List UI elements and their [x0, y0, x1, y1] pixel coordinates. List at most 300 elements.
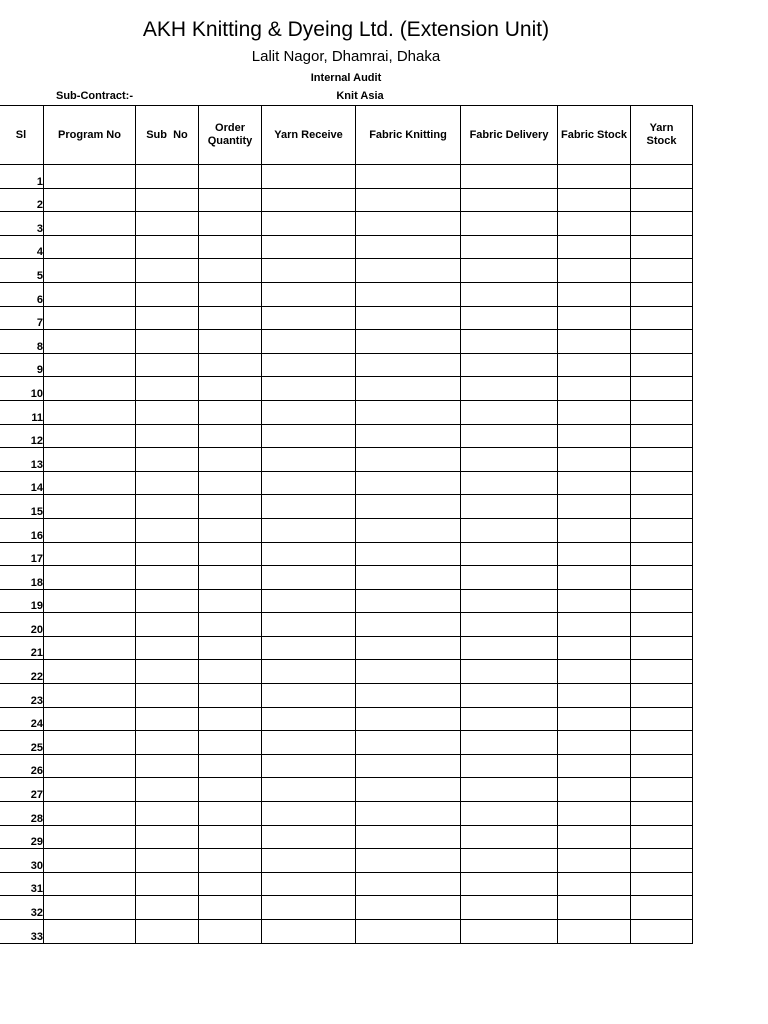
- table-row: [0, 920, 693, 944]
- table-cell[interactable]: [199, 566, 262, 590]
- column-header-fabric-stock: Fabric Stock: [558, 106, 631, 165]
- table-cell[interactable]: [199, 448, 262, 472]
- table-cell[interactable]: [356, 660, 461, 684]
- table-cell[interactable]: [558, 542, 631, 566]
- table-cell[interactable]: [631, 165, 693, 189]
- table-cell[interactable]: [356, 235, 461, 259]
- table-cell[interactable]: [199, 920, 262, 944]
- table-cell[interactable]: [44, 424, 136, 448]
- table-cell[interactable]: [199, 802, 262, 826]
- table-cell[interactable]: [199, 872, 262, 896]
- table-cell[interactable]: [199, 542, 262, 566]
- table-cell[interactable]: [356, 872, 461, 896]
- table-row: [0, 566, 693, 590]
- table-cell[interactable]: [631, 872, 693, 896]
- table-cell[interactable]: [199, 660, 262, 684]
- table-cell[interactable]: [558, 660, 631, 684]
- table-cell[interactable]: [461, 188, 558, 212]
- row-number: 32: [0, 896, 44, 920]
- table-cell[interactable]: [262, 471, 356, 495]
- table-cell[interactable]: [136, 424, 199, 448]
- table-cell[interactable]: [262, 566, 356, 590]
- table-cell[interactable]: [44, 542, 136, 566]
- table-cell[interactable]: [262, 589, 356, 613]
- table-cell[interactable]: [461, 235, 558, 259]
- table-cell[interactable]: [136, 754, 199, 778]
- table-cell[interactable]: [262, 212, 356, 236]
- table-cell[interactable]: [558, 377, 631, 401]
- table-cell[interactable]: [461, 920, 558, 944]
- table-cell[interactable]: [558, 448, 631, 472]
- table-cell[interactable]: [136, 259, 199, 283]
- table-cell[interactable]: [262, 660, 356, 684]
- table-cell[interactable]: [136, 212, 199, 236]
- table-cell[interactable]: [199, 165, 262, 189]
- table-cell[interactable]: [199, 495, 262, 519]
- table-cell[interactable]: [558, 589, 631, 613]
- table-cell[interactable]: [262, 259, 356, 283]
- table-cell[interactable]: [199, 471, 262, 495]
- table-cell[interactable]: [461, 707, 558, 731]
- table-cell[interactable]: [262, 282, 356, 306]
- table-cell[interactable]: [44, 707, 136, 731]
- table-cell[interactable]: [136, 282, 199, 306]
- table-cell[interactable]: [631, 754, 693, 778]
- table-cell[interactable]: [199, 377, 262, 401]
- table-cell[interactable]: [558, 235, 631, 259]
- table-cell[interactable]: [262, 778, 356, 802]
- table-cell[interactable]: [44, 235, 136, 259]
- table-cell[interactable]: [461, 400, 558, 424]
- table-cell[interactable]: [631, 896, 693, 920]
- table-cell[interactable]: [44, 306, 136, 330]
- table-cell[interactable]: [461, 424, 558, 448]
- audit-table: [0, 105, 693, 944]
- table-cell[interactable]: [199, 235, 262, 259]
- table-cell[interactable]: [262, 849, 356, 873]
- table-cell[interactable]: [461, 542, 558, 566]
- table-cell[interactable]: [631, 377, 693, 401]
- table-cell[interactable]: [262, 872, 356, 896]
- table-cell[interactable]: [558, 566, 631, 590]
- table-cell[interactable]: [631, 825, 693, 849]
- table-cell[interactable]: [558, 330, 631, 354]
- table-cell[interactable]: [262, 306, 356, 330]
- table-cell[interactable]: [44, 518, 136, 542]
- table-cell[interactable]: [356, 589, 461, 613]
- table-cell[interactable]: [461, 872, 558, 896]
- company-address: Lalit Nagor, Dhamrai, Dhaka: [251, 48, 441, 65]
- table-cell[interactable]: [136, 802, 199, 826]
- table-cell[interactable]: [199, 424, 262, 448]
- table-cell[interactable]: [461, 212, 558, 236]
- table-cell[interactable]: [631, 731, 693, 755]
- table-cell[interactable]: [356, 920, 461, 944]
- table-cell[interactable]: [631, 330, 693, 354]
- table-cell[interactable]: [356, 212, 461, 236]
- table-cell[interactable]: [44, 188, 136, 212]
- table-cell[interactable]: [44, 731, 136, 755]
- table-row: [0, 754, 693, 778]
- row-number: 15: [0, 495, 44, 519]
- table-cell[interactable]: [461, 802, 558, 826]
- table-cell[interactable]: [44, 259, 136, 283]
- table-cell[interactable]: [461, 471, 558, 495]
- table-cell[interactable]: [199, 259, 262, 283]
- table-cell[interactable]: [461, 778, 558, 802]
- table-cell[interactable]: [631, 636, 693, 660]
- table-cell[interactable]: [631, 235, 693, 259]
- table-cell[interactable]: [558, 188, 631, 212]
- table-cell[interactable]: [461, 353, 558, 377]
- row-number: 5: [0, 259, 44, 283]
- row-number: 8: [0, 330, 44, 354]
- table-cell[interactable]: [199, 731, 262, 755]
- table-row: [0, 542, 693, 566]
- table-cell[interactable]: [199, 896, 262, 920]
- table-cell[interactable]: [44, 566, 136, 590]
- table-cell[interactable]: [136, 566, 199, 590]
- table-cell[interactable]: [631, 424, 693, 448]
- table-cell[interactable]: [262, 754, 356, 778]
- table-cell[interactable]: [199, 330, 262, 354]
- table-cell[interactable]: [356, 825, 461, 849]
- table-cell[interactable]: [631, 566, 693, 590]
- table-cell[interactable]: [136, 400, 199, 424]
- table-cell[interactable]: [44, 920, 136, 944]
- row-number: 9: [0, 353, 44, 377]
- table-cell[interactable]: [44, 872, 136, 896]
- table-cell[interactable]: [558, 400, 631, 424]
- table-cell[interactable]: [44, 684, 136, 708]
- table-cell[interactable]: [558, 684, 631, 708]
- table-cell[interactable]: [136, 684, 199, 708]
- table-cell[interactable]: [136, 188, 199, 212]
- column-header-fabric-knitting: Fabric Knitting: [356, 106, 461, 165]
- table-cell[interactable]: [631, 613, 693, 637]
- table-cell[interactable]: [631, 518, 693, 542]
- table-cell[interactable]: [356, 306, 461, 330]
- table-cell[interactable]: [44, 448, 136, 472]
- row-number: 26: [0, 754, 44, 778]
- table-cell[interactable]: [199, 589, 262, 613]
- table-cell[interactable]: [136, 165, 199, 189]
- table-cell[interactable]: [199, 400, 262, 424]
- table-cell[interactable]: [44, 613, 136, 637]
- table-cell[interactable]: [44, 660, 136, 684]
- table-cell[interactable]: [461, 849, 558, 873]
- table-cell[interactable]: [44, 636, 136, 660]
- table-cell[interactable]: [262, 707, 356, 731]
- table-cell[interactable]: [262, 495, 356, 519]
- table-cell[interactable]: [631, 660, 693, 684]
- table-cell[interactable]: [44, 825, 136, 849]
- table-row: [0, 613, 693, 637]
- table-cell[interactable]: [356, 731, 461, 755]
- table-cell[interactable]: [136, 353, 199, 377]
- table-cell[interactable]: [44, 849, 136, 873]
- table-cell[interactable]: [356, 282, 461, 306]
- table-cell[interactable]: [199, 613, 262, 637]
- table-cell[interactable]: [631, 778, 693, 802]
- table-cell[interactable]: [44, 589, 136, 613]
- table-cell[interactable]: [262, 542, 356, 566]
- table-cell[interactable]: [262, 613, 356, 637]
- table-cell[interactable]: [44, 754, 136, 778]
- table-row: [0, 518, 693, 542]
- table-cell[interactable]: [356, 495, 461, 519]
- table-cell[interactable]: [199, 684, 262, 708]
- table-row: [0, 660, 693, 684]
- table-cell[interactable]: [136, 872, 199, 896]
- table-cell[interactable]: [136, 235, 199, 259]
- table-cell[interactable]: [262, 330, 356, 354]
- table-cell[interactable]: [631, 212, 693, 236]
- table-cell[interactable]: [136, 707, 199, 731]
- table-cell[interactable]: [558, 636, 631, 660]
- table-cell[interactable]: [44, 353, 136, 377]
- table-cell[interactable]: [199, 636, 262, 660]
- table-cell[interactable]: [199, 825, 262, 849]
- table-cell[interactable]: [558, 165, 631, 189]
- table-cell[interactable]: [262, 377, 356, 401]
- table-cell[interactable]: [558, 495, 631, 519]
- table-cell[interactable]: [461, 825, 558, 849]
- table-cell[interactable]: [356, 542, 461, 566]
- table-cell[interactable]: [44, 778, 136, 802]
- table-row: [0, 471, 693, 495]
- table-cell[interactable]: [631, 282, 693, 306]
- table-cell[interactable]: [631, 802, 693, 826]
- row-number: 2: [0, 188, 44, 212]
- table-cell[interactable]: [631, 542, 693, 566]
- table-cell[interactable]: [136, 920, 199, 944]
- table-cell[interactable]: [461, 306, 558, 330]
- table-cell[interactable]: [356, 802, 461, 826]
- table-cell[interactable]: [558, 754, 631, 778]
- table-cell[interactable]: [558, 802, 631, 826]
- table-cell[interactable]: [631, 707, 693, 731]
- table-cell[interactable]: [262, 518, 356, 542]
- table-cell[interactable]: [631, 448, 693, 472]
- table-cell[interactable]: [136, 495, 199, 519]
- table-cell[interactable]: [461, 896, 558, 920]
- company-title: AKH Knitting & Dyeing Ltd. (Extension Unit): [142, 18, 550, 41]
- table-cell[interactable]: [199, 212, 262, 236]
- table-cell[interactable]: [199, 306, 262, 330]
- table-cell[interactable]: [356, 377, 461, 401]
- table-cell[interactable]: [136, 849, 199, 873]
- table-cell[interactable]: [356, 613, 461, 637]
- table-cell[interactable]: [356, 707, 461, 731]
- table-cell[interactable]: [136, 448, 199, 472]
- table-cell[interactable]: [136, 542, 199, 566]
- table-cell[interactable]: [136, 306, 199, 330]
- table-cell[interactable]: [44, 495, 136, 519]
- table-cell[interactable]: [199, 778, 262, 802]
- table-cell[interactable]: [356, 188, 461, 212]
- table-cell[interactable]: [356, 424, 461, 448]
- table-cell[interactable]: [356, 165, 461, 189]
- table-cell[interactable]: [262, 165, 356, 189]
- table-cell[interactable]: [44, 212, 136, 236]
- table-cell[interactable]: [199, 188, 262, 212]
- table-cell[interactable]: [461, 684, 558, 708]
- table-cell[interactable]: [356, 896, 461, 920]
- table-cell[interactable]: [558, 424, 631, 448]
- table-cell[interactable]: [461, 259, 558, 283]
- table-cell[interactable]: [558, 282, 631, 306]
- table-cell[interactable]: [461, 731, 558, 755]
- table-cell[interactable]: [461, 566, 558, 590]
- column-header-order-quantity: Order Quantity: [199, 106, 262, 165]
- table-cell[interactable]: [199, 282, 262, 306]
- table-cell[interactable]: [44, 400, 136, 424]
- table-cell[interactable]: [262, 731, 356, 755]
- table-cell[interactable]: [262, 802, 356, 826]
- table-cell[interactable]: [558, 778, 631, 802]
- table-cell[interactable]: [262, 353, 356, 377]
- table-cell[interactable]: [461, 448, 558, 472]
- table-cell[interactable]: [199, 353, 262, 377]
- table-row: [0, 495, 693, 519]
- table-cell[interactable]: [558, 471, 631, 495]
- table-cell[interactable]: [558, 896, 631, 920]
- table-cell[interactable]: [461, 660, 558, 684]
- table-cell[interactable]: [44, 377, 136, 401]
- table-cell[interactable]: [44, 896, 136, 920]
- table-cell[interactable]: [558, 920, 631, 944]
- table-cell[interactable]: [136, 896, 199, 920]
- table-cell[interactable]: [558, 353, 631, 377]
- table-cell[interactable]: [631, 188, 693, 212]
- table-cell[interactable]: [356, 259, 461, 283]
- table-cell[interactable]: [136, 518, 199, 542]
- table-cell[interactable]: [356, 518, 461, 542]
- audit-label: Internal Audit: [310, 72, 382, 84]
- table-cell[interactable]: [631, 495, 693, 519]
- table-cell[interactable]: [631, 471, 693, 495]
- knit-asia-label: Knit Asia: [336, 90, 384, 102]
- table-cell[interactable]: [356, 353, 461, 377]
- table-row: [0, 353, 693, 377]
- table-cell[interactable]: [558, 707, 631, 731]
- row-number: 6: [0, 282, 44, 306]
- table-cell[interactable]: [136, 471, 199, 495]
- table-cell[interactable]: [136, 613, 199, 637]
- table-cell[interactable]: [631, 589, 693, 613]
- table-cell[interactable]: [356, 778, 461, 802]
- table-cell[interactable]: [356, 330, 461, 354]
- table-cell[interactable]: [356, 448, 461, 472]
- table-cell[interactable]: [44, 282, 136, 306]
- table-cell[interactable]: [262, 235, 356, 259]
- table-cell[interactable]: [356, 754, 461, 778]
- table-cell[interactable]: [631, 306, 693, 330]
- table-cell[interactable]: [356, 849, 461, 873]
- table-cell[interactable]: [631, 400, 693, 424]
- table-cell[interactable]: [262, 896, 356, 920]
- table-cell[interactable]: [136, 377, 199, 401]
- table-row: [0, 330, 693, 354]
- table-cell[interactable]: [558, 259, 631, 283]
- table-cell[interactable]: [631, 259, 693, 283]
- table-cell[interactable]: [356, 400, 461, 424]
- row-number: 28: [0, 802, 44, 826]
- table-cell[interactable]: [262, 684, 356, 708]
- row-number: 19: [0, 589, 44, 613]
- table-cell[interactable]: [558, 825, 631, 849]
- table-cell[interactable]: [262, 448, 356, 472]
- table-cell[interactable]: [136, 825, 199, 849]
- table-cell[interactable]: [558, 849, 631, 873]
- table-cell[interactable]: [44, 330, 136, 354]
- table-cell[interactable]: [461, 165, 558, 189]
- table-cell[interactable]: [44, 471, 136, 495]
- table-cell[interactable]: [199, 754, 262, 778]
- table-cell[interactable]: [262, 825, 356, 849]
- table-cell[interactable]: [631, 849, 693, 873]
- column-header-sub-no: Sub No: [136, 106, 199, 165]
- table-cell[interactable]: [461, 613, 558, 637]
- table-cell[interactable]: [199, 518, 262, 542]
- table-cell[interactable]: [44, 165, 136, 189]
- table-cell[interactable]: [356, 566, 461, 590]
- table-cell[interactable]: [631, 353, 693, 377]
- table-row: [0, 872, 693, 896]
- table-cell[interactable]: [461, 589, 558, 613]
- table-cell[interactable]: [356, 684, 461, 708]
- table-cell[interactable]: [136, 660, 199, 684]
- table-cell[interactable]: [461, 377, 558, 401]
- table-cell[interactable]: [44, 802, 136, 826]
- table-cell[interactable]: [262, 920, 356, 944]
- row-number: 11: [0, 400, 44, 424]
- table-row: [0, 778, 693, 802]
- table-cell[interactable]: [461, 330, 558, 354]
- table-cell[interactable]: [461, 636, 558, 660]
- table-cell[interactable]: [558, 872, 631, 896]
- table-cell[interactable]: [558, 613, 631, 637]
- table-cell[interactable]: [631, 684, 693, 708]
- table-cell[interactable]: [262, 636, 356, 660]
- table-cell[interactable]: [262, 400, 356, 424]
- table-cell[interactable]: [136, 778, 199, 802]
- table-cell[interactable]: [461, 282, 558, 306]
- table-cell[interactable]: [356, 471, 461, 495]
- table-cell[interactable]: [136, 636, 199, 660]
- table-cell[interactable]: [262, 424, 356, 448]
- table-cell[interactable]: [199, 707, 262, 731]
- table-cell[interactable]: [461, 495, 558, 519]
- table-cell[interactable]: [461, 754, 558, 778]
- table-cell[interactable]: [558, 306, 631, 330]
- table-cell[interactable]: [558, 731, 631, 755]
- column-header-fabric-delivery: Fabric Delivery: [461, 106, 558, 165]
- row-number: 12: [0, 424, 44, 448]
- table-row: [0, 282, 693, 306]
- table-cell[interactable]: [356, 636, 461, 660]
- table-cell[interactable]: [631, 920, 693, 944]
- table-cell[interactable]: [136, 731, 199, 755]
- table-cell[interactable]: [558, 212, 631, 236]
- table-cell[interactable]: [558, 518, 631, 542]
- table-cell[interactable]: [461, 518, 558, 542]
- table-cell[interactable]: [136, 330, 199, 354]
- table-cell[interactable]: [199, 849, 262, 873]
- table-cell[interactable]: [262, 188, 356, 212]
- table-cell[interactable]: [136, 589, 199, 613]
